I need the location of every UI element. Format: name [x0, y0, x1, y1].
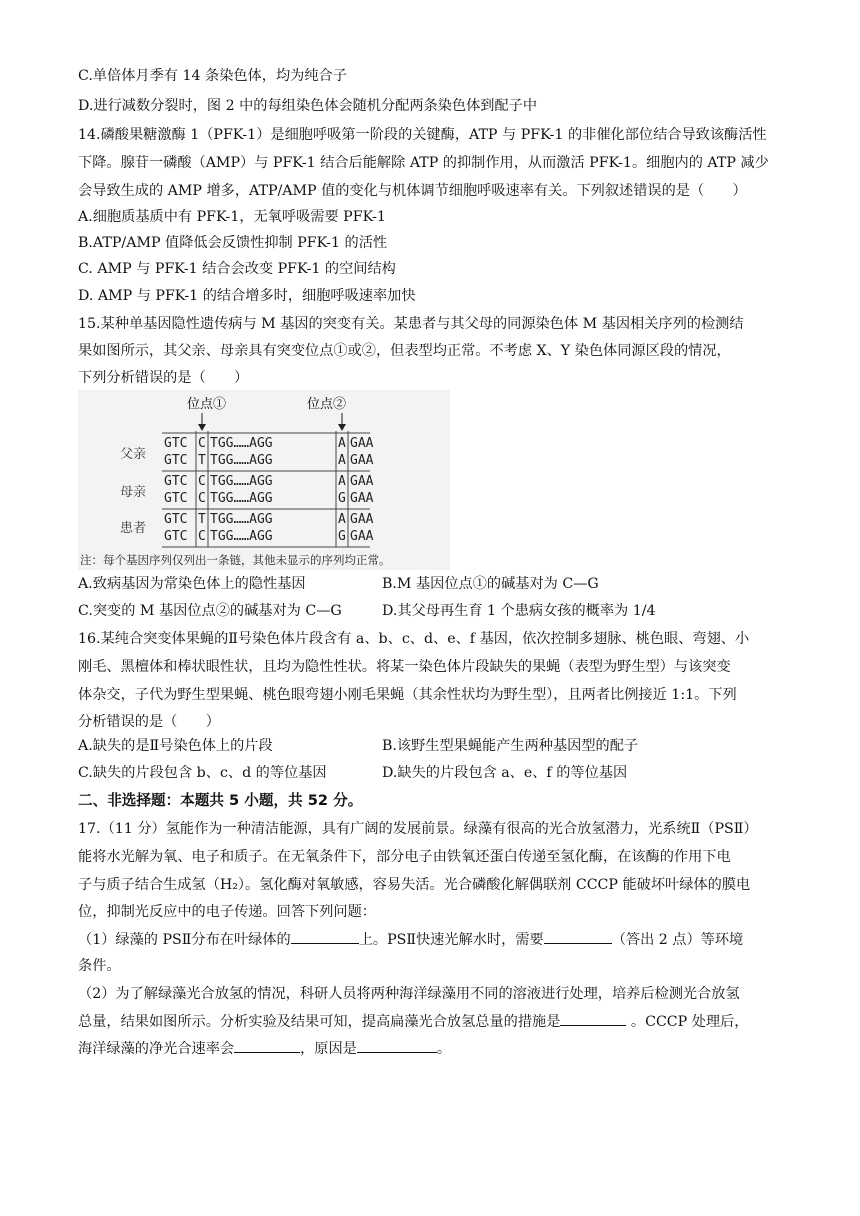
sequence-segment: TGG……AGG	[210, 474, 273, 489]
sequence-segment: GTC	[164, 529, 188, 544]
q15-option-b: B.M 基因位点①的碱基对为 C—G	[382, 576, 599, 592]
figure-note: 注：每个基因序列仅列出一条链，其他未显示的序列均正常。	[80, 553, 391, 567]
q15-stem-line-1: 15.某种单基因隐性遗传病与 M 基因的突变有关。某患者与其父母的同源染色体 M 基因相关序列的检测结	[78, 316, 744, 332]
q16-stem-line-1: 16.某纯合突变体果蝇的Ⅱ号染色体片段含有 a、b、c、d、e、f 基因，依次控制多翅脉、桃色眼、弯翅、小	[78, 631, 750, 647]
q15-stem-line-3: 下列分析错误的是（ ）	[78, 370, 249, 386]
site-base: A	[338, 512, 346, 527]
q17-part-1-line-2: 条件。	[78, 958, 121, 974]
answer-blank-4[interactable]	[234, 1038, 300, 1053]
sequence-row	[164, 474, 374, 489]
q17-stem-line-3: 子与质子结合生成氢（H₂）。氢化酶对氧敏感，容易失活。光合磷酸化解偶联剂 CCCP 能破坏叶绿体的膜电	[78, 877, 751, 893]
gene-sequence-svg	[78, 390, 450, 570]
q17-part-2-text-e: 。	[436, 1041, 452, 1057]
site-base: C	[198, 436, 206, 451]
sequence-segment: GAA	[350, 491, 374, 506]
q14-option-a: A.细胞质基质中有 PFK-1，无氧呼吸需要 PFK-1	[78, 209, 386, 225]
q14-option-d: D. AMP 与 PFK-1 的结合增多时，细胞呼吸速率加快	[78, 288, 416, 304]
sequence-rows	[164, 436, 374, 544]
site-base: C	[198, 491, 206, 506]
sequence-segment: TGG……AGG	[210, 512, 273, 527]
sequence-segment: GTC	[164, 436, 188, 451]
sequence-row	[164, 512, 374, 527]
sequence-segment: GAA	[350, 474, 374, 489]
gene-sequence-figure	[78, 390, 450, 570]
q15-option-c: C.突变的 M 基因位点②的碱基对为 C—G	[78, 603, 342, 619]
section-2-heading: 二、非选择题：本题共 5 小题，共 52 分。	[78, 792, 363, 809]
sequence-segment: GAA	[350, 453, 374, 468]
q17-part-2-text-c: 海洋绿藻的净光合速率会	[78, 1041, 235, 1057]
sequence-segment: GTC	[164, 453, 188, 468]
sequence-row	[164, 491, 374, 506]
q16-stem-line-4: 分析错误的是（ ）	[78, 714, 220, 730]
answer-blank-1[interactable]	[291, 929, 359, 944]
q17-part-2-line-1: （2）为了解绿藻光合放氢的情况，科研人员将两种海洋绿藻用不同的溶液进行处理，培养后检测光合放氢	[78, 986, 740, 1002]
sequence-row	[164, 436, 374, 451]
sequence-segment: TGG……AGG	[210, 453, 273, 468]
site-base: G	[338, 491, 346, 506]
site-base: G	[338, 529, 346, 544]
answer-blank-2[interactable]	[544, 929, 612, 944]
sequence-segment: GAA	[350, 529, 374, 544]
q15-stem-line-2: 果如图所示，其父亲、母亲具有突变位点①或②，但表型均正常。不考虑 X、Y 染色体同源区段的情况，	[78, 343, 731, 359]
site-base: A	[338, 453, 346, 468]
q17-part-2-text-d: ，原因是	[300, 1041, 357, 1057]
q13-option-d: D.进行减数分裂时，图 2 中的每组染色体会随机分配两条染色体到配子中	[78, 98, 538, 114]
q17-part-2-line-3	[78, 1038, 784, 1058]
q16-option-c: C.缺失的片段包含 b、c、d 的等位基因	[78, 765, 327, 781]
answer-blank-5[interactable]	[357, 1038, 437, 1053]
q17-stem-line-1: 17.（11 分）氢能作为一种清洁能源，具有广阔的发展前景。绿藻有很高的光合放氢潜力，光系统Ⅱ（PSⅡ）	[78, 821, 758, 837]
q15-options-row-1	[78, 574, 784, 594]
q14-option-b: B.ATP/AMP 值降低会反馈性抑制 PFK-1 的活性	[78, 235, 388, 251]
sequence-segment: TGG……AGG	[210, 436, 273, 451]
q16-options-row-2	[78, 763, 784, 783]
q16-option-a: A.缺失的是Ⅱ号染色体上的片段	[78, 738, 273, 754]
q17-part-2-text-a: 总量，结果如图所示。分析实验及结果可知，提高扁藻光合放氢总量的措施是	[78, 1014, 561, 1030]
mother-label: 母亲	[120, 485, 147, 500]
sequence-segment: TGG……AGG	[210, 491, 273, 506]
sequence-row	[164, 529, 374, 544]
site-base: C	[198, 474, 206, 489]
sequence-row	[164, 453, 374, 468]
q17-part-1-line-1	[78, 929, 784, 949]
site-1-arrowhead	[198, 424, 206, 431]
q15-option-d: D.其父母再生育 1 个患病女孩的概率为 1/4	[382, 603, 656, 619]
site-base: T	[198, 453, 206, 468]
q13-option-c: C.单倍体月季有 14 条染色体，均为纯合子	[78, 68, 347, 84]
q17-part-1-text-a: （1）绿藻的 PSⅡ分布在叶绿体的	[78, 932, 291, 948]
q14-stem-line-2: 下降。腺苷一磷酸（AMP）与 PFK-1 结合后能解除 ATP 的抑制作用，从而激活 PFK-1。细胞内的 ATP 减少	[78, 155, 769, 171]
q17-part-2-line-2	[78, 1011, 784, 1031]
sequence-segment: GTC	[164, 512, 188, 527]
site-base: C	[198, 529, 206, 544]
answer-blank-3[interactable]	[560, 1011, 626, 1026]
sequence-segment: TGG……AGG	[210, 529, 273, 544]
q17-stem-line-4: 位，抑制光反应中的电子传递。回答下列问题：	[78, 904, 376, 920]
q14-stem-line-3: 会导致生成的 AMP 增多，ATP/AMP 值的变化与机体调节细胞呼吸速率有关。下列叙述错误的是（ ）	[78, 183, 747, 199]
site-2-arrowhead	[338, 424, 346, 431]
sequence-segment: GAA	[350, 512, 374, 527]
q15-options-row-2	[78, 601, 784, 621]
sequence-segment: GAA	[350, 436, 374, 451]
q17-part-1-text-b: 上。PSⅡ快速光解水时，需要	[358, 932, 544, 948]
site-2-label: 位点②	[307, 397, 347, 412]
patient-label: 患者	[120, 521, 147, 536]
q16-option-d: D.缺失的片段包含 a、e、f 的等位基因	[382, 765, 628, 781]
q15-option-a: A.致病基因为常染色体上的隐性基因	[78, 576, 306, 592]
site-base: A	[338, 436, 346, 451]
q16-stem-line-2: 刚毛、黑檀体和棒状眼性状，且均为隐性性状。将某一染色体片段缺失的果蝇（表型为野生型）与该突变	[78, 659, 731, 675]
q17-stem-line-2: 能将水光解为氧、电子和质子。在无氧条件下，部分电子由铁氧还蛋白传递至氢化酶，在该酶的作用下电	[78, 849, 731, 865]
q17-part-1-text-c: （答出 2 点）等环境	[611, 932, 744, 948]
father-label: 父亲	[120, 447, 147, 462]
site-1-label: 位点①	[187, 397, 227, 412]
q16-option-b: B.该野生型果蝇能产生两种基因型的配子	[382, 738, 639, 754]
sequence-segment: GTC	[164, 474, 188, 489]
q14-option-c: C. AMP 与 PFK-1 结合会改变 PFK-1 的空间结构	[78, 261, 396, 277]
q16-options-row-1	[78, 736, 784, 756]
q17-part-2-text-b: 。CCCP 处理后，	[626, 1014, 749, 1030]
q14-stem-line-1: 14.磷酸果糖激酶 1（PFK-1）是细胞呼吸第一阶段的关键酶，ATP 与 PFK-1 的非催化部位结合导致该酶活性	[78, 127, 767, 143]
site-base: A	[338, 474, 346, 489]
site-base: T	[198, 512, 206, 527]
sequence-segment: GTC	[164, 491, 188, 506]
q16-stem-line-3: 体杂交，子代为野生型果蝇、桃色眼弯翅小刚毛果蝇（其余性状均为野生型），且两者比例接近 1:1。下列	[78, 687, 737, 703]
